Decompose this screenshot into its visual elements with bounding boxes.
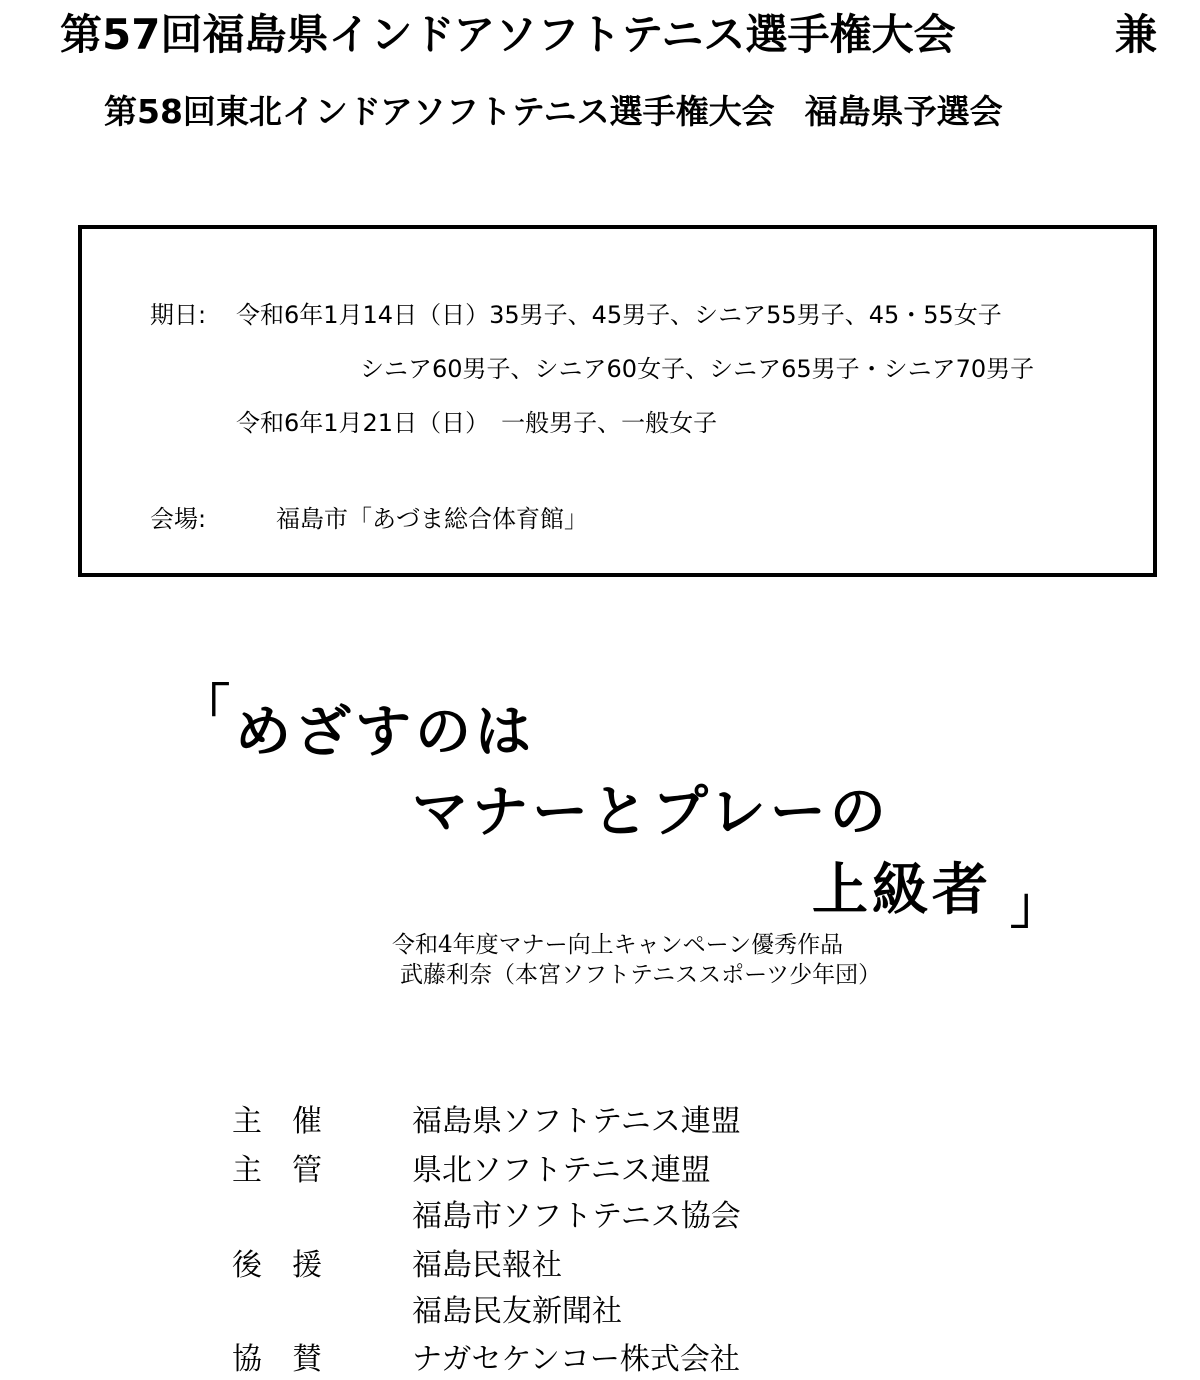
slogan-line-2: マナーとプレーの: [412, 780, 890, 845]
organizer-role-support: 後 援: [232, 1248, 322, 1283]
organizer-name: 県北ソフトテニス連盟: [412, 1153, 711, 1188]
date-line-2: シニア60男子、シニア60女子、シニア65男子・シニア70男子: [360, 355, 1035, 383]
title-line2-suffix: 福島県予選会: [804, 92, 1003, 131]
slogan-open-bracket: 「: [180, 679, 230, 737]
organizer-name: ナガセケンコー株式会社: [412, 1342, 740, 1377]
slogan-line-3: 上級者: [812, 858, 992, 923]
slogan-line-1: めざすのは: [235, 700, 535, 765]
date-line-3: 令和6年1月21日（日） 一般男子、一般女子: [236, 409, 718, 437]
organizer-name: 福島県ソフトテニス連盟: [412, 1104, 741, 1139]
venue-value: 福島市「あづま総合体育館」: [276, 505, 588, 533]
organizer-name: 福島市ソフトテニス協会: [412, 1199, 741, 1234]
organizer-role-sponsor: 協 賛: [232, 1342, 322, 1377]
organizer-role-host: 主 催: [232, 1104, 322, 1139]
slogan-credit-line-1: 令和4年度マナー向上キャンペーン優秀作品: [392, 932, 844, 958]
organizer-role-manager: 主 管: [232, 1153, 322, 1188]
title-line1-suffix: 兼: [1115, 10, 1158, 59]
event-info-box: [78, 225, 1157, 577]
title-line2: 第58回東北インドアソフトテニス選手権大会: [104, 92, 775, 131]
date-line-1: 令和6年1月14日（日）35男子、45男子、シニア55男子、45・55女子: [236, 301, 1002, 329]
slogan-credit-line-2: 武藤利奈（本宮ソフトテニススポーツ少年団）: [400, 962, 882, 988]
date-label: 期日:: [150, 301, 207, 329]
venue-label: 会場:: [150, 505, 207, 533]
page-subtitle: [104, 86, 1003, 133]
organizer-name: 福島民報社: [412, 1248, 562, 1283]
page-title: [60, 2, 1158, 62]
slogan-close-bracket: 」: [1010, 877, 1060, 935]
title-line1: 第57回福島県インドアソフトテニス選手権大会: [60, 10, 956, 59]
organizer-name: 福島民友新聞社: [412, 1294, 622, 1329]
